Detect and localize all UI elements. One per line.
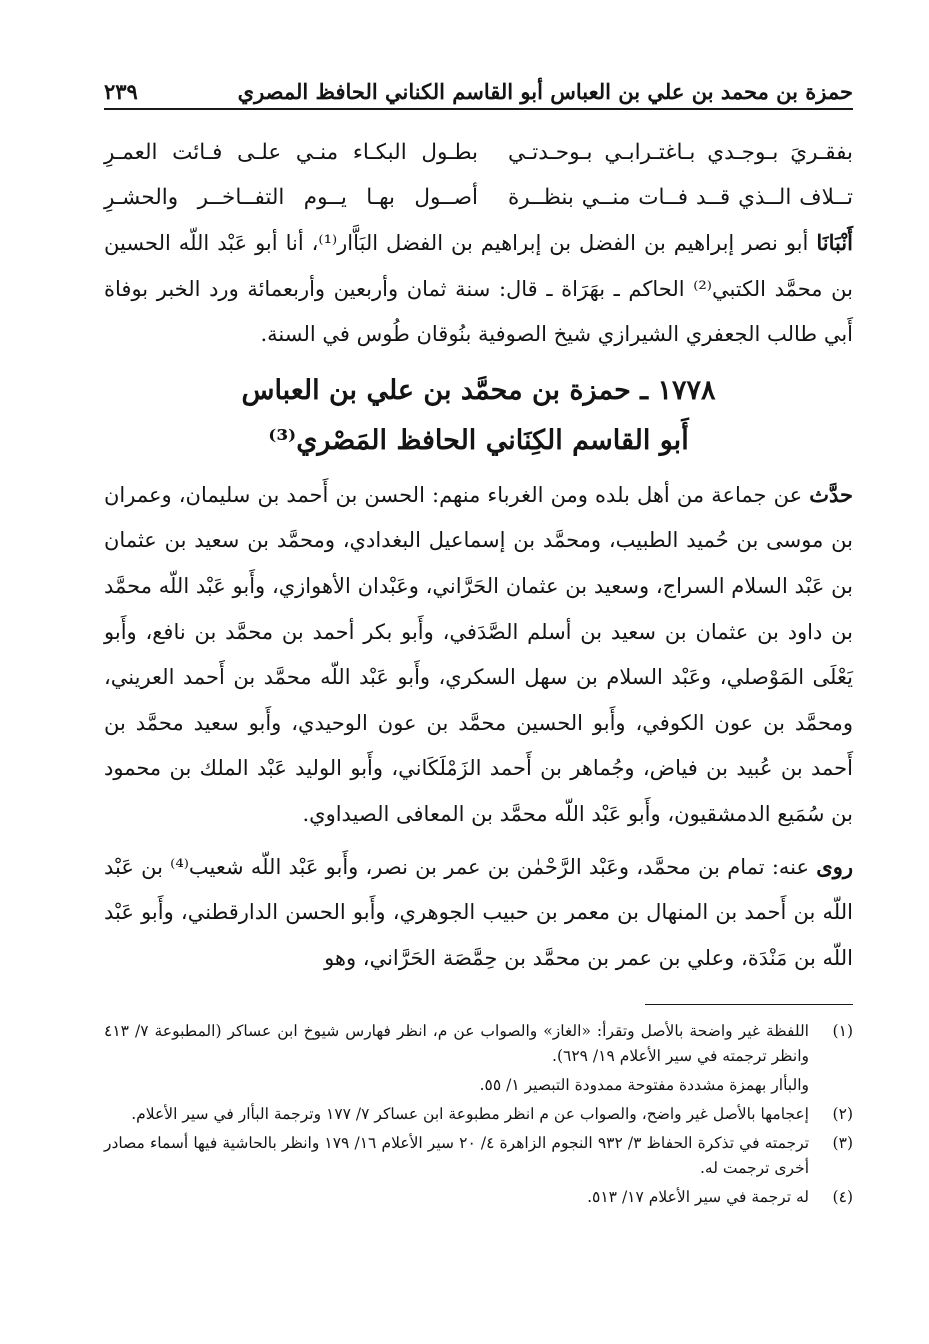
paragraph-body: عن جماعة من أهل بلده ومن الغرباء منهم: الحسن بن أَحمد بن سليمان، وعمران بن موسى بن حُميد الطبيب، ومحمَّد بن إسماعيل البغدادي، ومحمَّد بن سعيد بن عثمان بن عَبْد السلام السراج، وسعيد بن عثمان الحَرَّاني، وعَبْدان الأهوازي، وأَبو عَبْد اللّه محمَّد بن داود بن عثمان بن سعيد بن أسلم الصَّدَفي، وأَبو بكر أحمد بن محمَّد بن نافع، وأَبو يَعْلَى المَوْصلي، وعَبْد السلام بن سهل السكري، وأَبو عَبْد اللّه محمَّد بن أَحمد العريني، ومحمَّد بن عون الكوفي، وأَبو الحسين محمَّد بن عون الوحيدي، وأَبو سعيد محمَّد بن أَحمد بن عُبيد بن فياض، وجُماهر بن أَحمد الزَمْلَكَاني، وأَبو الوليد عَبْد الملك بن محمود بن سُمَيع الدمشقيون، وأَبو عَبْد اللّه محمَّد بن المعافى الصيداوي. <box>104 482 854 826</box>
paragraph-lead-word: أَنْبَانَا <box>816 230 853 255</box>
verse-2-first-hemistich: تــلاف الــذي قــد فــات منــي بنظــرة <box>508 185 853 210</box>
footnote-1-continuation: والبأار بهمزة مشددة مفتوحة ممدودة التبصير ١/ ٥٥. <box>479 1076 809 1094</box>
paragraph-lead-word: حدَّث <box>809 481 853 507</box>
poem <box>104 130 853 220</box>
paragraph-haddatha <box>104 472 853 838</box>
verse-2-second-hemistich: أصــول بهـا يــوم التفــاخــر والحشـرِ <box>104 185 478 210</box>
paragraph-rawa <box>104 844 853 982</box>
footnote-text: اللفظة غير واضحة بالأصل وتقرأ: «الغاز» والصواب عن م، انظر فهارس شيوخ ابن عساكر (المطبوعة ٧/ ٤١٣ وانظر ترجمته في سير الأعلام ١٩/ ٦٢٩). <box>104 1022 809 1065</box>
footnotes <box>104 1004 853 1214</box>
running-title: حمزة بن محمد بن علي بن العباس أبو القاسم الكناني الحافظ المصري <box>237 79 853 104</box>
footnote-3 <box>104 1131 853 1181</box>
footnote-4 <box>104 1185 853 1210</box>
verse-1-second-hemistich: بطـول البكـاء منـي علـى فـائت العمـرِ <box>104 140 478 165</box>
footnote-number: (٢) <box>832 1105 853 1123</box>
footnote-1 <box>104 1019 853 1069</box>
page-header <box>104 64 853 110</box>
entry-heading <box>104 366 853 466</box>
paragraph-body: أبو نصر إبراهيم بن الفضل بن إبراهيم بن الفضل البَاَّار⁽¹⁾، أنا أبو عَبْد اللّه الحسين بن محمَّد الكتبي⁽²⁾ الحاكم ـ بهَرَاة ـ قال: سنة ثمان وأربعين وأربعمائة ورد الخبر بوفاة أَبي طالب الجعفري الشيرازي شيخ الصوفية بنُوقان طُوس في السنة. <box>104 231 853 347</box>
entry-heading-line-1: ١٧٧٨ ـ حمزة بن محمَّد بن علي بن العباس <box>241 374 716 406</box>
page-number: ٢٣٩ <box>104 79 138 104</box>
footnote-2 <box>104 1102 853 1127</box>
footnote-text: له ترجمة في سير الأعلام ١٧/ ٥١٣. <box>587 1188 809 1206</box>
footnote-number: (١) <box>832 1022 853 1040</box>
main-text <box>104 130 853 981</box>
verse-1-first-hemistich: بفقـريَ بـوجـدي بـاغتـرابـي بـوحـدتـي <box>508 140 853 165</box>
footnote-text: ترجمته في تذكرة الحفاظ ٣/ ٩٣٢ النجوم الزاهرة ٤/ ٢٠ سير الأعلام ١٦/ ١٧٩ وانظر بالحاشية فيها أسماء مصادر أخرى ترجمت له. <box>104 1134 810 1177</box>
paragraph-body: عنه: تمام بن محمَّد، وعَبْد الرَّحْمٰن بن عمر بن نصر، وأَبو عَبْد اللّه شعيب⁽⁴⁾ بن عَبْد اللّه بن أَحمد بن المنهال بن معمر بن حبيب الجوهري، وأَبو الحسن الدارقطني، وأَبو عَبْد اللّه بن مَنْدَة، وعلي بن عمر بن محمَّد بن حِمَّصَة الحَرَّاني، وهو <box>104 854 853 970</box>
paragraph-lead-word: روى <box>816 853 853 879</box>
entry-heading-line-2: أَبو القاسم الكِنَاني الحافظ المَصْري⁽³⁾ <box>268 424 689 456</box>
poem-verse-1 <box>104 130 853 175</box>
footnote-number: (٤) <box>832 1188 853 1206</box>
footnote-separator <box>645 1004 853 1005</box>
footnote-number: (٣) <box>832 1134 853 1152</box>
paragraph-anbana <box>104 220 853 358</box>
poem-verse-2 <box>104 175 853 220</box>
footnote-text: إعجامها بالأصل غير واضح، والصواب عن م انظر مطبوعة ابن عساكر ٧/ ١٧٧ وترجمة البأار في سير الأعلام. <box>131 1105 809 1123</box>
